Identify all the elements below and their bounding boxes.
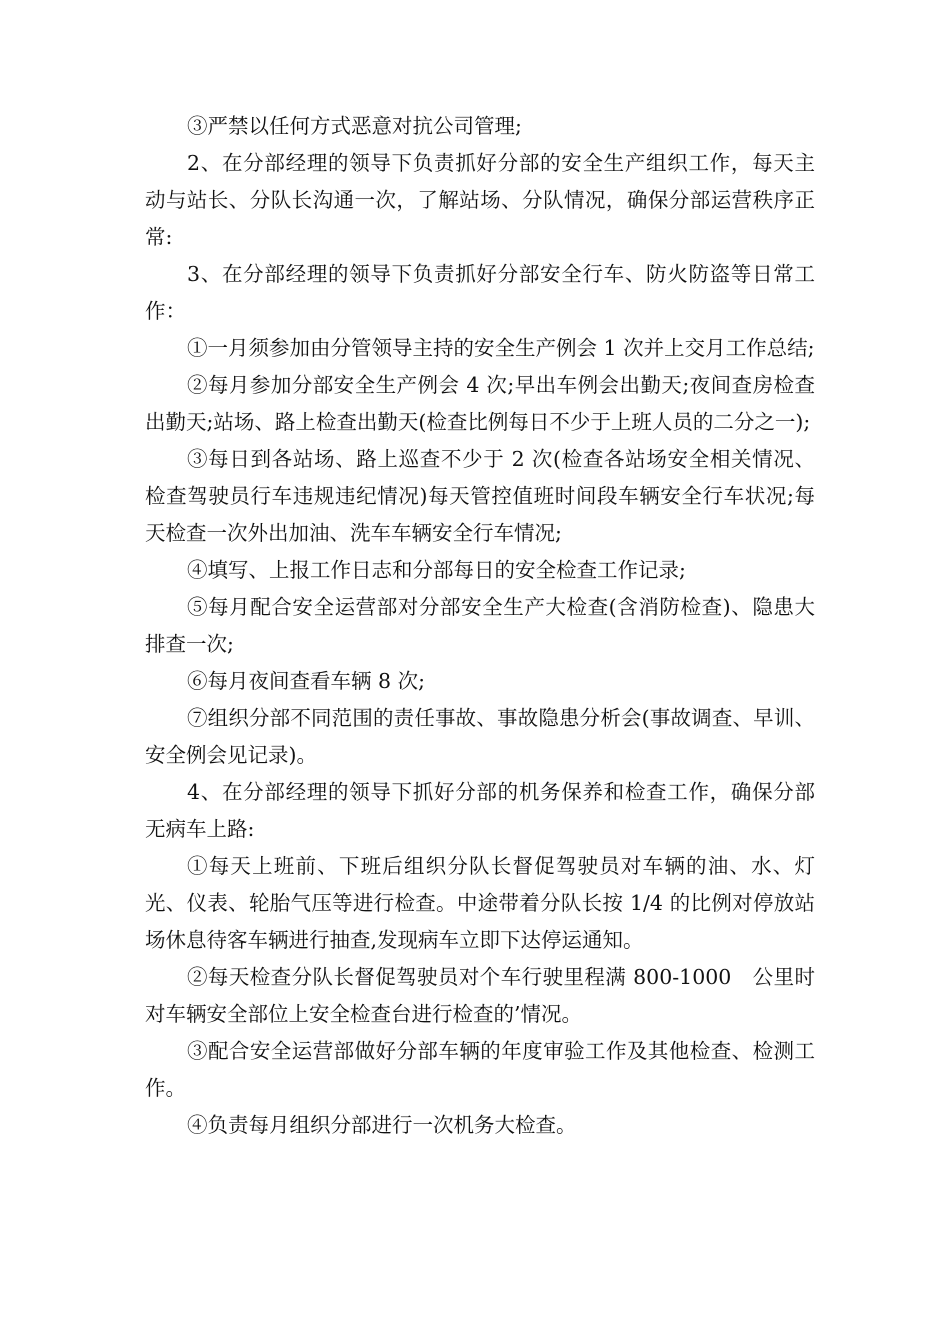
paragraph-14: ③配合安全运营部做好分部车辆的年度审验工作及其他检查、检测工作。 [145,1039,815,1100]
paragraph-4: ①一月须参加由分管领导主持的安全生产例会 1 次并上交月工作总结; [187,336,815,360]
paragraph-10: ⑦组织分部不同范围的责任事故、事故隐患分析会(事故调查、早训、安全例会见记录)。 [145,706,815,767]
paragraph-11: 4、在分部经理的领导下抓好分部的机务保养和检查工作，确保分部无病车上路: [145,780,815,841]
paragraph-5: ②每月参加分部安全生产例会 4 次;早出车例会出勤天;夜间查房检查出勤天;站场、路上检查出勤天(检查比例每日不少于上班人员的二分之一); [145,373,815,434]
paragraph-15: ④负责每月组织分部进行一次机务大检查。 [187,1113,577,1137]
paragraph-6: ③每日到各站场、路上巡查不少于 2 次(检查各站场安全相关情况、检查驾驶员行车违规违纪情况)每天管控值班时间段车辆安全行车状况;每天检查一次外出加油、洗车车辆安全行车情况; [145,447,815,545]
paragraph-7: ④填写、上报工作日志和分部每日的安全检查工作记录; [187,558,686,582]
paragraph-12: ①每天上班前、下班后组织分队长督促驾驶员对车辆的油、水、灯光、仪表、轮胎气压等进行检查。中途带着分队长按 1/4 的比例对停放站场休息待客车辆进行抽查,发现病车立即下达停运通知。 [145,854,815,952]
paragraph-13: ②每天检查分队长督促驾驶员对个车行驶里程满 800-1000 公里时对车辆安全部位上安全检查台进行检查的’情况。 [145,965,815,1026]
paragraph-2: 2、在分部经理的领导下负责抓好分部的安全生产组织工作，每天主动与站长、分队长沟通一次，了解站场、分队情况，确保分部运营秩序正常: [145,151,815,249]
document-body [145,108,815,1144]
paragraph-3: 3、在分部经理的领导下负责抓好分部安全行车、防火防盗等日常工作： [145,262,815,323]
paragraph-1: ③严禁以任何方式恶意对抗公司管理; [187,114,522,138]
paragraph-9: ⑥每月夜间查看车辆 8 次; [187,669,425,693]
paragraph-8: ⑤每月配合安全运营部对分部安全生产大检查(含消防检查)、隐患大排查一次; [145,595,815,656]
